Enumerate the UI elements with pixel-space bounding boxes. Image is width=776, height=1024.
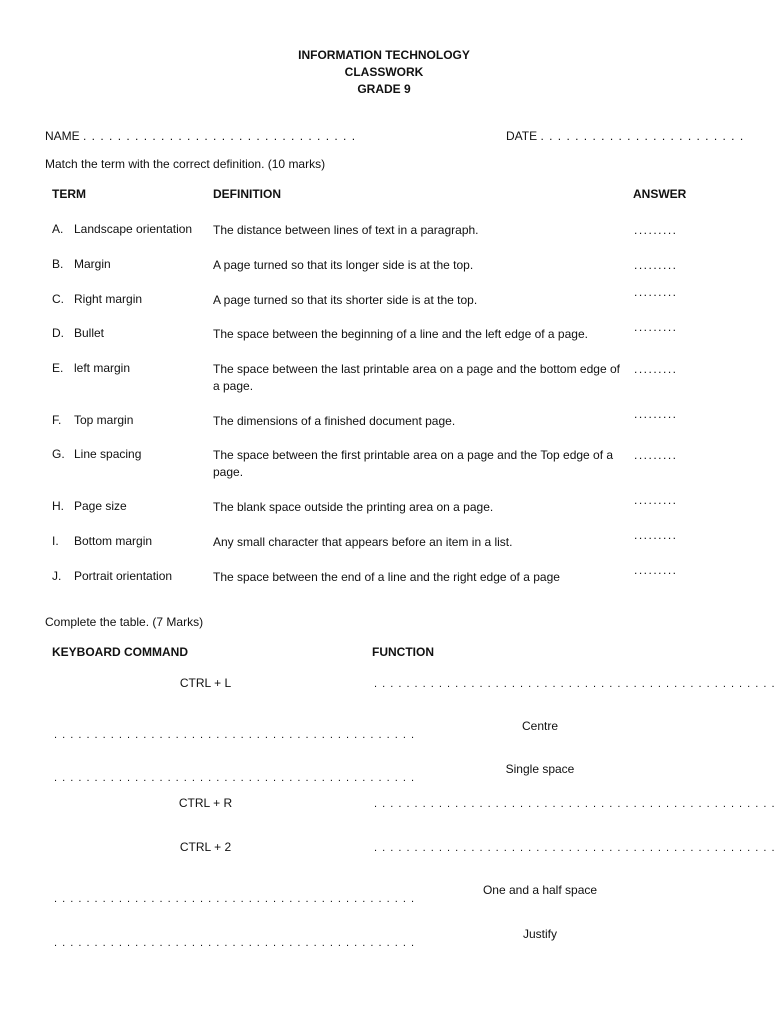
answer-blank[interactable]: ......... [634, 285, 678, 299]
table-instruction: Complete the table. (7 Marks) [45, 615, 204, 629]
keyboard-command: CTRL + L [179, 676, 232, 690]
row-letter: B. [52, 257, 64, 271]
row-letter: E. [52, 361, 64, 375]
row-definition: A page turned so that its longer side is at the top. [213, 258, 474, 272]
name-field [45, 129, 356, 143]
command-blank[interactable]: . . . . . . . . . . . . . . . . . . . . . . . . . . . . . . . . . . . . . . . . . . . . . [54, 937, 415, 949]
keyboard-command: CTRL + 2 [179, 840, 232, 854]
row-term: Portrait orientation [74, 569, 173, 583]
row-letter: C. [52, 292, 64, 306]
function-blank[interactable]: . . . . . . . . . . . . . . . . . . . . . . . . . . . . . . . . . . . . . . . . . . . . . . . . . . [374, 798, 776, 810]
row-letter: A. [52, 222, 64, 236]
date-field [506, 129, 744, 143]
matching-instruction: Match the term with the correct definition. (10 marks) [45, 157, 326, 171]
row-definition: The space between the end of a line and the right edge of a page [213, 570, 560, 584]
answer-blank[interactable]: ......... [634, 407, 678, 421]
name-label: NAME [45, 129, 80, 143]
answer-blank[interactable]: ......... [634, 320, 678, 334]
row-definition: A page turned so that its shorter side is at the top. [213, 293, 478, 307]
row-term: Bullet [74, 326, 105, 340]
answer-blank[interactable]: ......... [634, 448, 678, 462]
answer-blank[interactable]: ......... [634, 223, 678, 237]
subject-title: INFORMATION TECHNOLOGY [298, 48, 470, 62]
row-term: Line spacing [74, 447, 142, 461]
answer-column-header: ANSWER [633, 187, 687, 201]
date-blank: . . . . . . . . . . . . . . . . . . . . . . . . [540, 129, 745, 143]
function-blank[interactable]: . . . . . . . . . . . . . . . . . . . . . . . . . . . . . . . . . . . . . . . . . . . . . . . . . . [374, 678, 776, 690]
answer-blank[interactable]: ......... [634, 362, 678, 376]
row-definition: The distance between lines of text in a paragraph. [213, 223, 479, 237]
command-blank[interactable]: . . . . . . . . . . . . . . . . . . . . . . . . . . . . . . . . . . . . . . . . . . . . . [54, 893, 415, 905]
date-label: DATE [506, 129, 538, 143]
row-letter: I. [52, 534, 59, 548]
function-text: Single space [505, 762, 575, 776]
keyboard-command: CTRL + R [178, 796, 233, 810]
name-blank: . . . . . . . . . . . . . . . . . . . . . . . . . . . . . . . . [83, 129, 357, 143]
row-term: left margin [74, 361, 131, 375]
row-letter: D. [52, 326, 64, 340]
row-term: Margin [74, 257, 111, 271]
answer-blank[interactable]: ......... [634, 528, 678, 542]
answer-blank[interactable]: ......... [634, 493, 678, 507]
classwork-title: CLASSWORK [344, 65, 424, 79]
command-blank[interactable]: . . . . . . . . . . . . . . . . . . . . . . . . . . . . . . . . . . . . . . . . . . . . . [54, 772, 415, 784]
row-term: Page size [74, 499, 127, 513]
row-definition: Any small character that appears before an item in a list. [213, 535, 513, 549]
row-letter: H. [52, 499, 64, 513]
command-blank[interactable]: . . . . . . . . . . . . . . . . . . . . . . . . . . . . . . . . . . . . . . . . . . . . . [54, 729, 415, 741]
definition-column-header: DEFINITION [213, 187, 281, 201]
row-letter: F. [52, 413, 62, 427]
row-definition: The space between the last printable area on a page and the bottom edge of a page. [213, 362, 620, 393]
row-letter: J. [52, 569, 62, 583]
row-definition: The blank space outside the printing area on a page. [213, 500, 494, 514]
function-blank[interactable]: . . . . . . . . . . . . . . . . . . . . . . . . . . . . . . . . . . . . . . . . . . . . . . . . . . [374, 842, 776, 854]
function-text: Justify [522, 927, 557, 941]
answer-blank[interactable]: ......... [634, 258, 678, 272]
row-term: Bottom margin [74, 534, 153, 548]
row-letter: G. [52, 447, 65, 461]
row-term: Landscape orientation [74, 222, 193, 236]
row-definition: The space between the beginning of a line and the left edge of a page. [213, 327, 588, 341]
function-text: One and a half space [482, 883, 598, 897]
row-term: Right margin [74, 292, 143, 306]
function-text: Centre [521, 719, 559, 733]
row-definition: The dimensions of a finished document page. [213, 414, 456, 428]
grade-title: GRADE 9 [357, 82, 411, 96]
function-header: FUNCTION [372, 645, 434, 659]
keyboard-command-header: KEYBOARD COMMAND [52, 645, 188, 659]
answer-blank[interactable]: ......... [634, 563, 678, 577]
term-column-header: TERM [52, 187, 86, 201]
row-definition: The space between the first printable area on a page and the Top edge of a page. [213, 448, 614, 479]
row-term: Top margin [74, 413, 134, 427]
